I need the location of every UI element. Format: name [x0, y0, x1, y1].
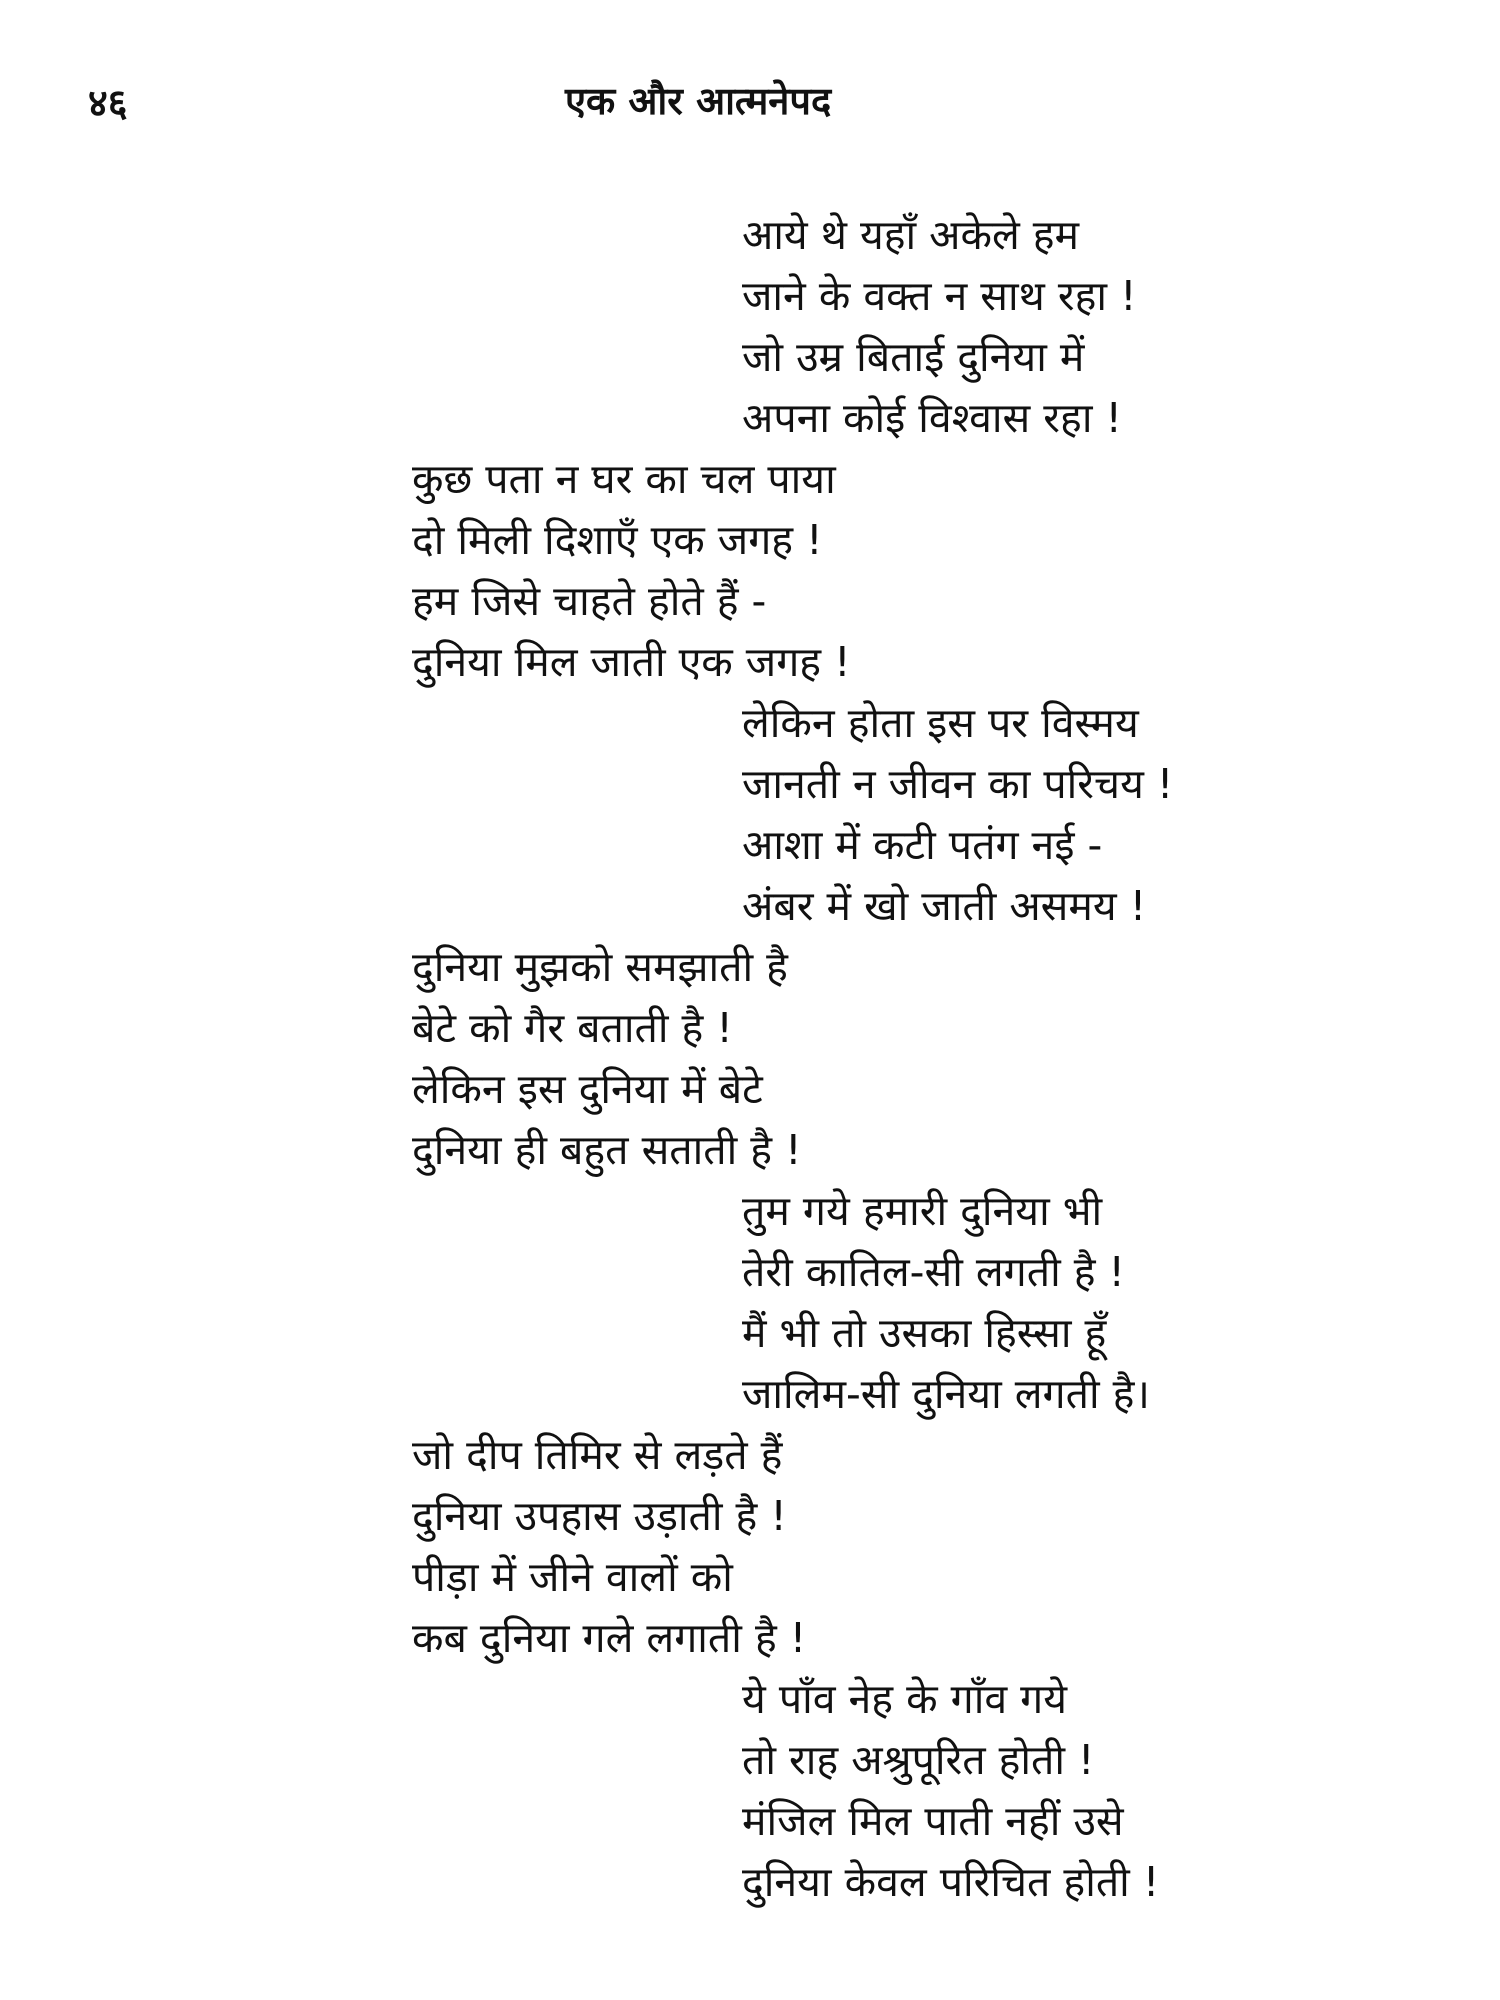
book-title: एक और आत्मनेपद [565, 79, 832, 123]
poem-line: मैं भी तो उसका हिस्सा हूँ [742, 1309, 1107, 1357]
poem-line: जालिम-सी दुनिया लगती है। [742, 1370, 1150, 1418]
poem-line: बेटे को गैर बताती है ! [412, 1004, 733, 1052]
poem-line: दो मिली दिशाएँ एक जगह ! [412, 516, 823, 564]
poem-line: कब दुनिया गले लगाती है ! [412, 1614, 807, 1662]
poem-line: कुछ पता न घर का चल पाया [412, 455, 836, 503]
poem-line: दुनिया मुझको समझाती है [412, 943, 788, 991]
poem-line: दुनिया केवल परिचित होती ! [742, 1858, 1160, 1906]
poem-line: अंबर में खो जाती असमय ! [742, 882, 1147, 930]
poem-line: जो उम्र बिताई दुनिया में [742, 333, 1085, 381]
poem-line: दुनिया उपहास उड़ाती है ! [412, 1492, 787, 1540]
poem-line: अपना कोई विश्वास रहा ! [742, 394, 1122, 442]
poem-line: तुम गये हमारी दुनिया भी [742, 1187, 1103, 1235]
poem-line: ये पाँव नेह के गाँव गये [742, 1675, 1068, 1723]
poem-line: दुनिया ही बहुत सताती है ! [412, 1126, 802, 1174]
poem-line: तेरी कातिल-सी लगती है ! [742, 1248, 1125, 1296]
poem-line: लेकिन होता इस पर विस्मय [742, 699, 1139, 747]
poem-line: जाने के वक्त न साथ रहा ! [742, 272, 1137, 320]
page-number: ४६ [88, 81, 128, 125]
poem-line: जानती न जीवन का परिचय ! [742, 760, 1174, 808]
poem-line: पीड़ा में जीने वालों को [412, 1553, 733, 1601]
poem-line: दुनिया मिल जाती एक जगह ! [412, 638, 851, 686]
poem-line: जो दीप तिमिर से लड़ते हैं [412, 1431, 783, 1479]
poem-line: तो राह अश्रुपूरित होती ! [742, 1736, 1095, 1784]
poem-line: लेकिन इस दुनिया में बेटे [412, 1065, 763, 1113]
poem-line: आशा में कटी पतंग नई - [742, 821, 1103, 869]
poem-line: मंजिल मिल पाती नहीं उसे [742, 1797, 1124, 1845]
poem-line: आये थे यहाँ अकेले हम [742, 211, 1080, 259]
poem-line: हम जिसे चाहते होते हैं - [412, 577, 767, 625]
